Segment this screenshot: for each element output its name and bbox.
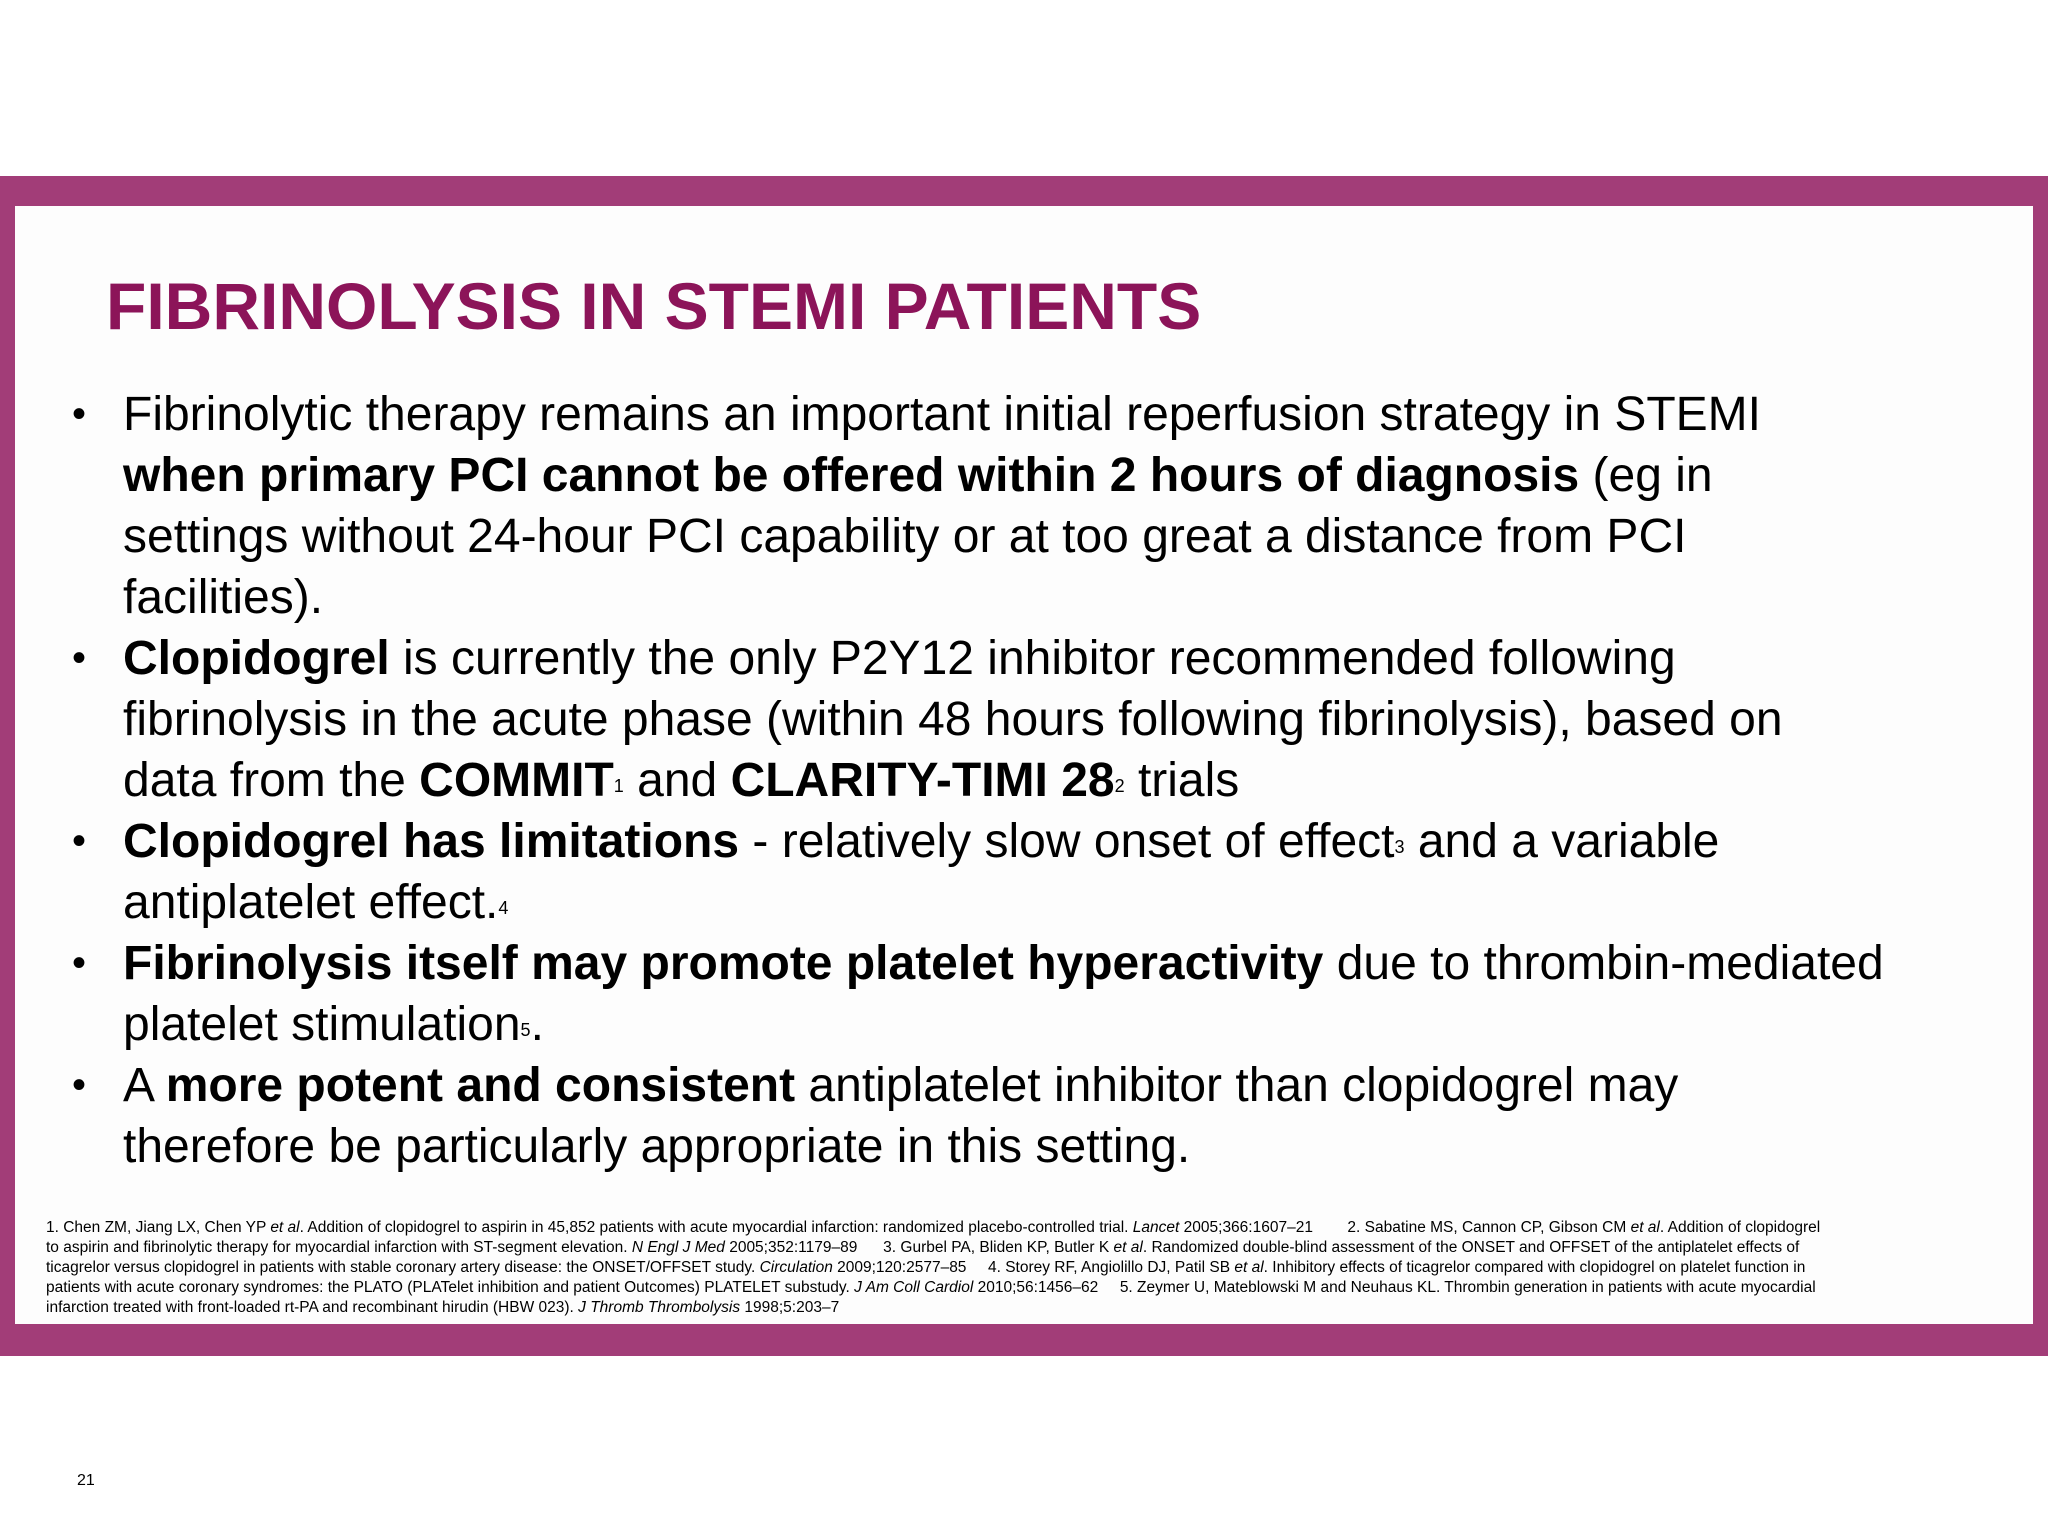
bullet-marker: • <box>72 941 87 985</box>
references-footnote <box>46 1218 2034 1318</box>
bullet-line: Clopidogrel is currently the only P2Y12 inhibitor recommended following <box>123 632 1676 685</box>
bullet-marker: • <box>72 1063 87 1107</box>
citation-superscript: 5 <box>520 1020 531 1040</box>
bullet-item <box>70 811 2030 933</box>
bullet-line: fibrinolysis in the acute phase (within 48 hours following fibrinolysis), based on <box>123 693 1783 746</box>
reference-line: ticagrelor versus clopidogrel in patients with stable coronary artery disease: the ONSET/OFFSET study. Circulation 2009;120:2577–85 4. Storey RF, Angiolillo DJ, Patil SB et al. Inhibitory effects of ticagrelor compared with clopidogrel on platelet function in <box>46 1259 1806 1276</box>
bullet-marker: • <box>72 392 87 436</box>
slide-title: FIBRINOLYSIS IN STEMI PATIENTS <box>106 269 1202 343</box>
page-number: 21 <box>77 1472 95 1489</box>
reference-line: to aspirin and fibrinolytic therapy for myocardial infarction with ST-segment elevation. N Engl J Med 2005;352:1179–89 3. Gurbel PA, Bliden KP, Butler K et al. Randomized double-blind assessment of the ONSET and OFFSET of the antiplatelet effects of <box>46 1239 1800 1256</box>
citation-superscript: 3 <box>1394 837 1405 857</box>
citation-superscript: 4 <box>498 898 509 918</box>
reference-line: 1. Chen ZM, Jiang LX, Chen YP et al. Addition of clopidogrel to aspirin in 45,852 patients with acute myocardial infarction: randomized placebo-controlled trial. Lancet 2005;366:1607–21 2. Sabatine MS, Cannon CP, Gibson CM et al. Addition of clopidogrel <box>46 1219 1821 1236</box>
bullet-marker: • <box>72 819 87 863</box>
reference-line: infarction treated with front-loaded rt-PA and recombinant hirudin (HBW 023). J Thromb Thrombolysis 1998;5:203–7 <box>46 1299 840 1316</box>
bullet-line: data from the COMMIT$^1$ and CLARITY-TIMI $28^2$ trials <box>123 754 1240 807</box>
bullet-line: settings without 24-hour PCI capability or at too great a distance from PCI <box>123 510 1687 563</box>
citation-superscript: 1 <box>613 776 624 796</box>
bullet-line: Fibrinolysis itself may promote platelet hyperactivity due to thrombin-mediated <box>123 937 1884 990</box>
bullet-item <box>70 933 2030 1055</box>
bullet-item <box>70 384 2030 628</box>
bullet-line: A more potent and consistent antiplatelet inhibitor than clopidogrel may <box>123 1059 1679 1112</box>
bullet-line: platelet stimulation$^5$. <box>123 998 544 1051</box>
bullet-line: therefore be particularly appropriate in this setting. <box>123 1120 1191 1173</box>
bullet-item <box>70 628 2030 811</box>
bullet-line: facilities). <box>123 571 324 624</box>
bullet-line: Fibrinolytic therapy remains an important initial reperfusion strategy in STEMI <box>123 388 1761 441</box>
bullet-list <box>70 384 2030 1177</box>
bullet-line: when primary PCI cannot be offered within 2 hours of diagnosis (eg in <box>123 449 1713 502</box>
bullet-line: Clopidogrel has limitations - relatively slow onset of effect$^3$ and a variable <box>123 815 1720 868</box>
bullet-line: antiplatelet effect.$^4$ <box>123 876 509 929</box>
bullet-marker: • <box>72 636 87 680</box>
citation-superscript: 2 <box>1114 776 1125 796</box>
bullet-item <box>70 1055 2030 1177</box>
reference-line: patients with acute coronary syndromes: the PLATO (PLATelet inhibition and patient Outcomes) PLATELET substudy. J Am Coll Cardiol 2010;56:1456–62 5. Zeymer U, Mateblowski M and Neuhaus KL. Thrombin generation in patients with acute myocardial <box>46 1279 1816 1296</box>
